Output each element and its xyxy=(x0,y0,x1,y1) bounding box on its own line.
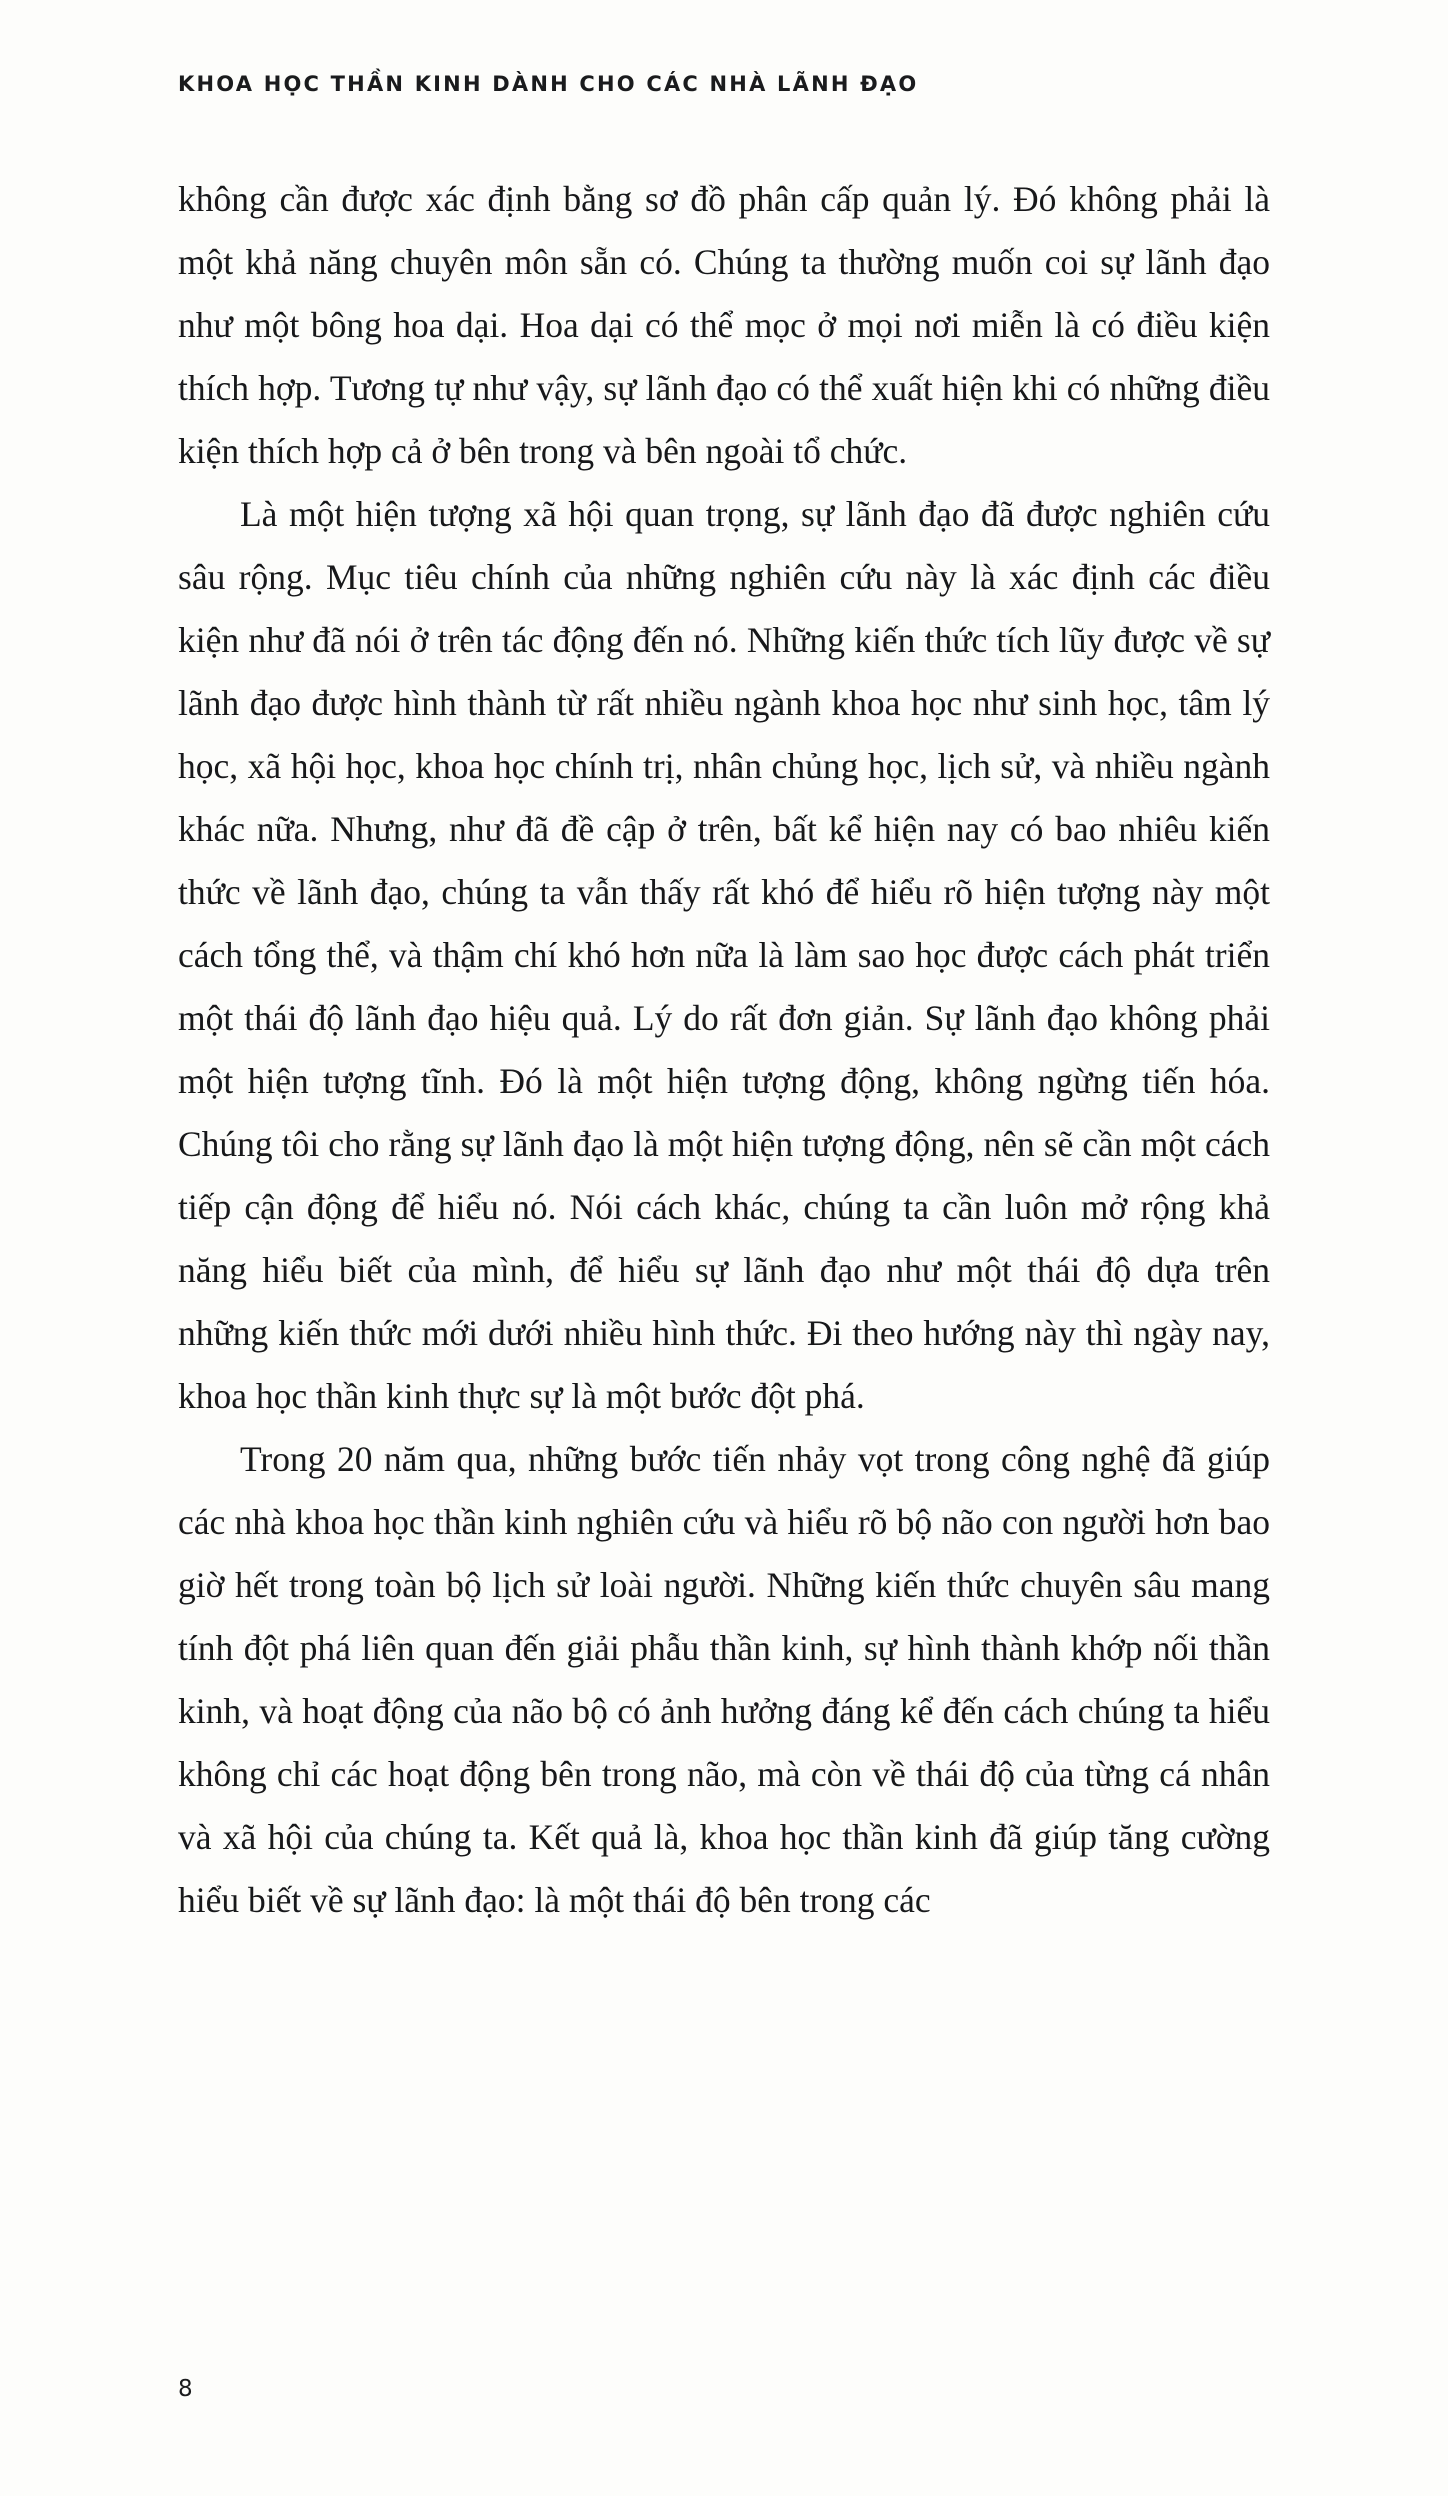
page-number: 8 xyxy=(178,2376,193,2402)
paragraph: Trong 20 năm qua, những bước tiến nhảy vọt trong công nghệ đã giúp các nhà khoa học thần kinh nghiên cứu và hiểu rõ bộ não con người hơn bao giờ hết trong toàn bộ lịch sử loài người. Những kiến thức chuyên sâu mang tính đột phá liên quan đến giải phẫu thần kinh, sự hình thành khớp nối thần kinh, và hoạt động của não bộ có ảnh hưởng đáng kể đến cách chúng ta hiểu không chỉ các hoạt động bên trong não, mà còn về thái độ của từng cá nhân và xã hội của chúng ta. Kết quả là, khoa học thần kinh đã giúp tăng cường hiểu biết về sự lãnh đạo: là một thái độ bên trong các xyxy=(178,1439,1270,1920)
paragraph: Là một hiện tượng xã hội quan trọng, sự lãnh đạo đã được nghiên cứu sâu rộng. Mục tiêu chính của những nghiên cứu này là xác định các điều kiện như đã nói ở trên tác động đến nó. Những kiến thức tích lũy được về sự lãnh đạo được hình thành từ rất nhiều ngành khoa học như sinh học, tâm lý học, xã hội học, khoa học chính trị, nhân chủng học, lịch sử, và nhiều ngành khác nữa. Nhưng, như đã đề cập ở trên, bất kể hiện nay có bao nhiêu kiến thức về lãnh đạo, chúng ta vẫn thấy rất khó để hiểu rõ hiện tượng này một cách tổng thể, và thậm chí khó hơn nữa là làm sao học được cách phát triển một thái độ lãnh đạo hiệu quả. Lý do rất đơn giản. Sự lãnh đạo không phải một hiện tượng tĩnh. Đó là một hiện tượng động, không ngừng tiến hóa. Chúng tôi cho rằng sự lãnh đạo là một hiện tượng động, nên sẽ cần một cách tiếp cận động để hiểu nó. Nói cách khác, chúng ta cần luôn mở rộng khả năng hiểu biết của mình, để hiểu sự lãnh đạo như một thái độ dựa trên những kiến thức mới dưới nhiều hình thức. Đi theo hướng này thì ngày nay, khoa học thần kinh thực sự là một bước đột phá. xyxy=(178,494,1270,1416)
running-head: KHOA HỌC THẦN KINH DÀNH CHO CÁC NHÀ LÃNH ĐẠO xyxy=(178,72,919,96)
page-body xyxy=(178,168,1270,1932)
paragraph: không cần được xác định bằng sơ đồ phân cấp quản lý. Đó không phải là một khả năng chuyên môn sẵn có. Chúng ta thường muốn coi sự lãnh đạo như một bông hoa dại. Hoa dại có thể mọc ở mọi nơi miễn là có điều kiện thích hợp. Tương tự như vậy, sự lãnh đạo có thể xuất hiện khi có những điều kiện thích hợp cả ở bên trong và bên ngoài tổ chức. xyxy=(178,179,1270,471)
